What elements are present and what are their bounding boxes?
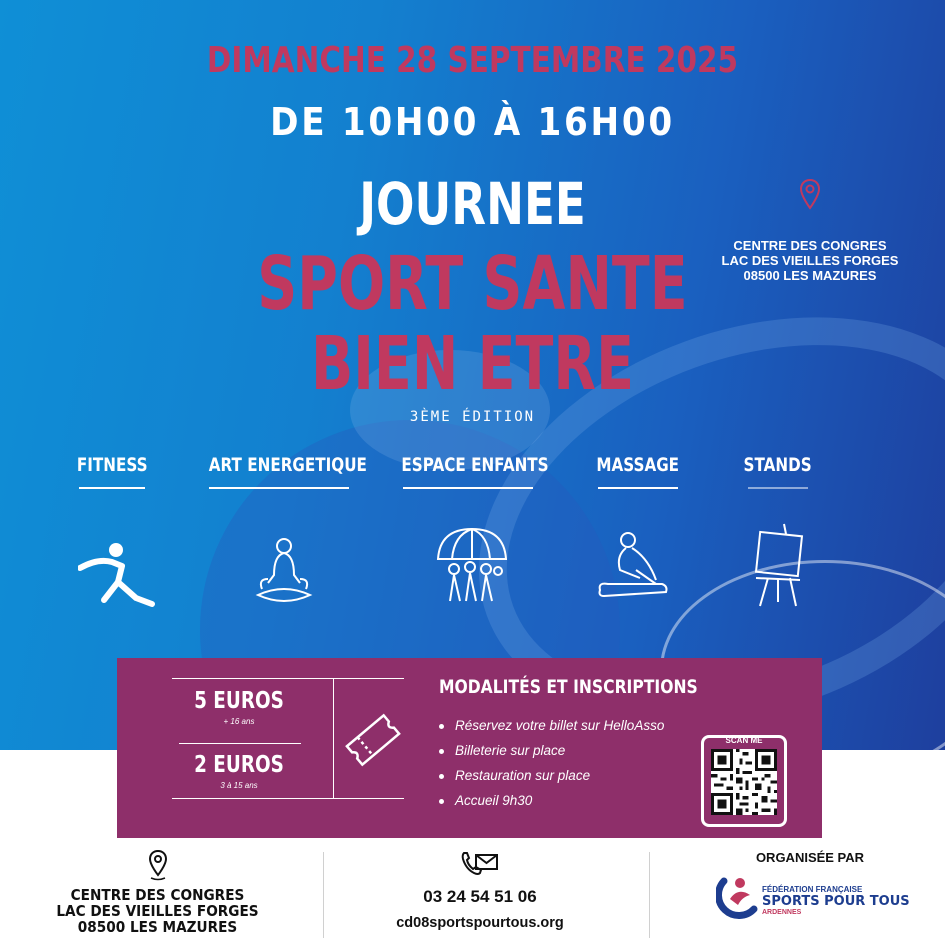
activity-art-energetique: ART ENERGETIQUE	[189, 454, 369, 476]
federation-logo-icon	[716, 873, 760, 921]
list-item: Réservez votre billet sur HelloAsso	[439, 718, 664, 743]
footer-address-line-1: CENTRE DES CONGRES	[70, 886, 245, 904]
event-hours: DE 10H00 À 16H00	[270, 100, 675, 144]
modalities-list	[439, 718, 664, 818]
qr-code-icon	[711, 749, 777, 815]
list-item: Accueil 9h30	[439, 793, 664, 818]
activity-espace-enfants: ESPACE ENFANTS	[383, 454, 553, 476]
venue-line-1: CENTRE DES CONGRES	[733, 238, 887, 253]
title-line-bien-etre: BIEN ETRE	[310, 321, 635, 407]
ffsport-logo	[716, 873, 916, 923]
activity-massage: MASSAGE	[580, 454, 695, 476]
list-item: Billeterie sur place	[439, 743, 664, 768]
children-parachute-icon	[432, 525, 510, 605]
massage-icon	[596, 530, 670, 606]
info-panel	[117, 658, 822, 838]
price-adult: 5 EUROS + 16 ans	[194, 688, 284, 726]
phone-number[interactable]: 03 24 54 51 06	[423, 887, 537, 906]
venue-top	[710, 178, 910, 283]
modalities-title: MODALITÉS ET INSCRIPTIONS	[439, 676, 698, 698]
venue-line-3: 08500 LES MAZURES	[743, 268, 877, 283]
scan-me-label: SCAN ME	[725, 736, 763, 745]
activity-stands: STANDS	[733, 454, 823, 476]
title-journee: JOURNEE	[359, 170, 586, 238]
event-date: DIMANCHE 28 SEPTEMBRE 2025	[206, 40, 739, 81]
footer-organiser	[690, 845, 930, 940]
location-pin-icon	[798, 178, 822, 212]
runner-icon	[78, 540, 158, 610]
organiser-label: ORGANISÉE PAR	[755, 850, 865, 865]
footer-address	[40, 845, 275, 940]
title-line-sport-sante: SPORT SANTE	[257, 241, 688, 327]
edition-label: 3ÈME ÉDITION	[409, 409, 536, 425]
easel-icon	[750, 522, 806, 608]
phone-mail-icon	[460, 849, 500, 879]
website-link[interactable]: cd08sportspourtous.org	[396, 915, 564, 931]
footer-contact	[340, 845, 620, 940]
logo-line-3: ARDENNES	[762, 909, 802, 916]
price-child: 2 EUROS 3 à 15 ans	[194, 752, 284, 790]
footer-address-line-3: 08500 LES MAZURES	[77, 918, 238, 936]
footer-address-line-2: LAC DES VIEILLES FORGES	[56, 902, 259, 920]
venue-line-2: LAC DES VIEILLES FORGES	[721, 253, 899, 268]
logo-line-2: SPORTS POUR TOUS	[762, 894, 910, 909]
logo-line-1: FÉDÉRATION FRANÇAISE	[762, 885, 863, 894]
list-item: Restauration sur place	[439, 768, 664, 793]
location-pin-icon	[147, 849, 169, 881]
ticket-icon	[343, 710, 403, 770]
meditation-icon	[248, 535, 320, 607]
activity-fitness: FITNESS	[62, 454, 162, 476]
qr-code[interactable]	[701, 735, 787, 827]
